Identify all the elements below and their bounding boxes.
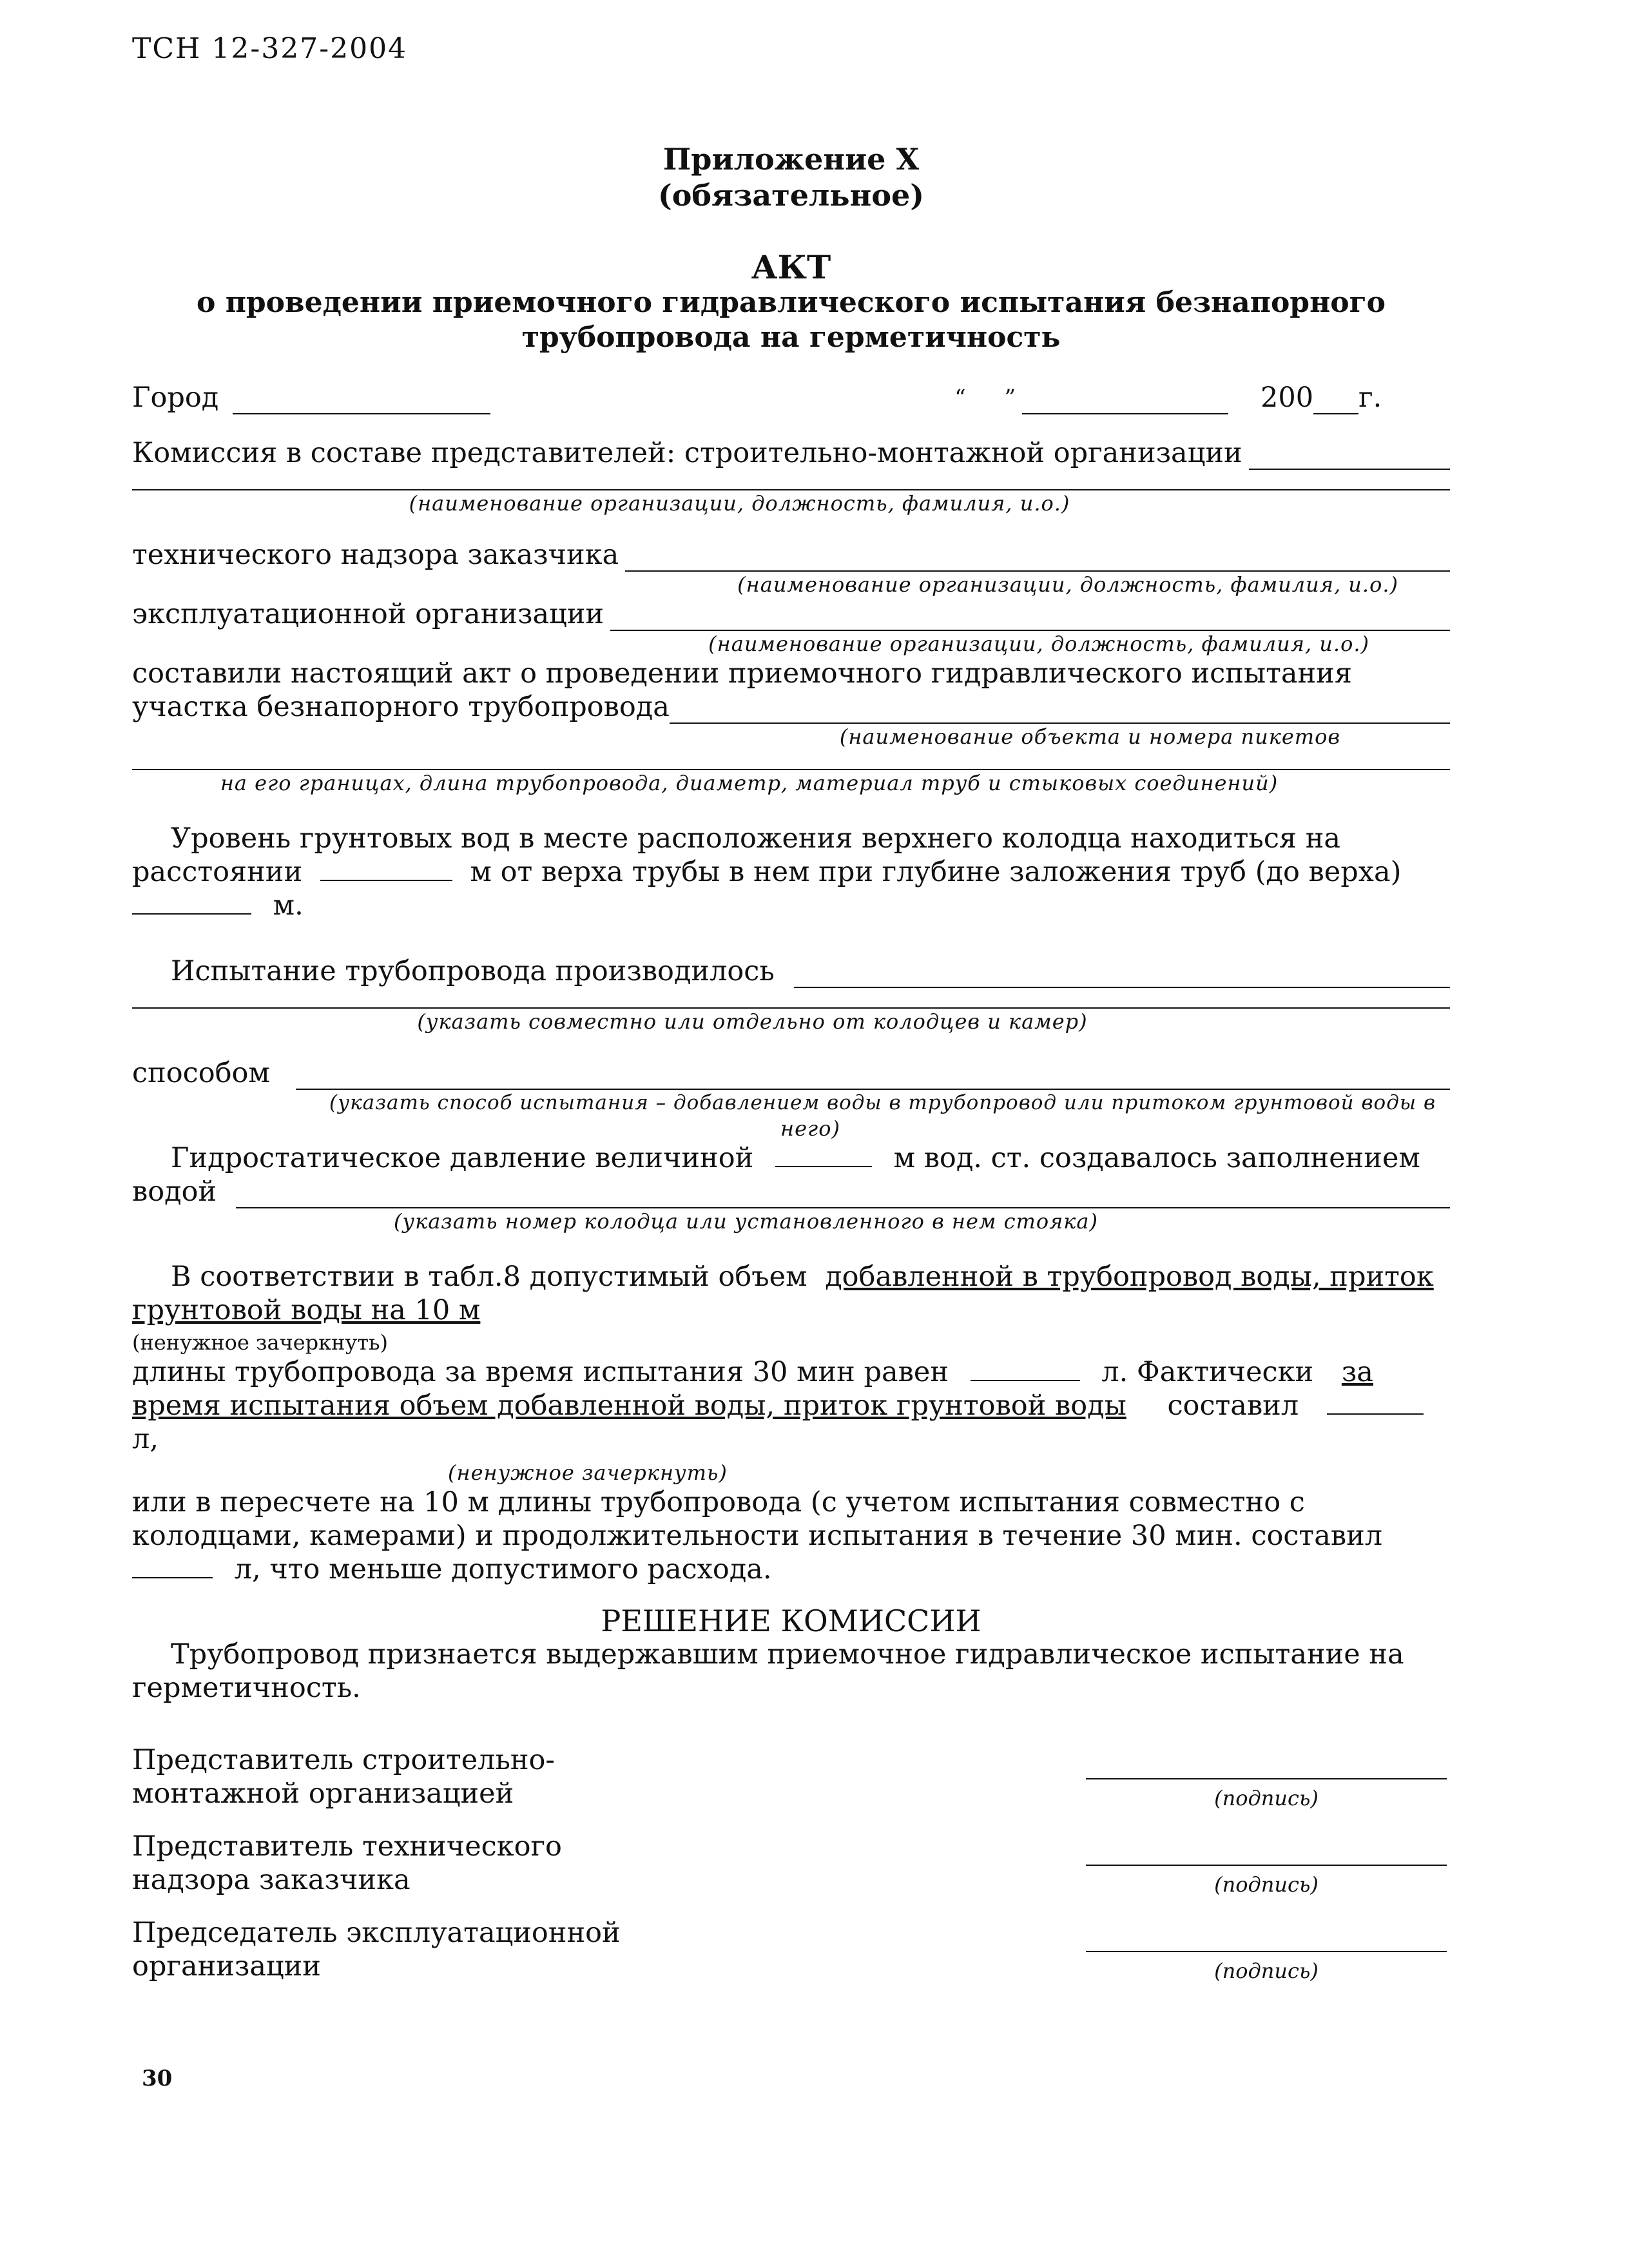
decision-text-1: Трубопровод признается выдержавшим приемочное гидравлическое испытание на bbox=[171, 1638, 1404, 1671]
pressure-line bbox=[132, 1141, 1450, 1175]
hint-tech: (наименование организации, должность, фамилия, и.о.) bbox=[737, 572, 1398, 597]
distance-label: расстоянии bbox=[132, 856, 303, 888]
appendix-status: (обязательное) bbox=[657, 178, 925, 213]
act-subtitle-2: трубопровода на герметичность bbox=[521, 321, 1061, 354]
strike-note-2: (ненужное зачеркнуть) bbox=[448, 1460, 728, 1485]
allowed-volume-field[interactable] bbox=[971, 1357, 1080, 1381]
volume-line-7: колодцами, камерами) и продолжительности испытания в течение 30 мин. составил bbox=[132, 1520, 1383, 1552]
volume-line-8 bbox=[132, 1553, 1450, 1586]
actual-volume-field[interactable] bbox=[1327, 1390, 1424, 1415]
signature-block-2 bbox=[132, 1830, 1450, 1897]
volume-text-1b: добавленной в трубопровод воды, приток bbox=[825, 1261, 1434, 1293]
recalc-volume-field[interactable] bbox=[132, 1554, 213, 1578]
year-field[interactable] bbox=[1313, 390, 1358, 414]
month-field[interactable] bbox=[1022, 390, 1228, 414]
signature-label-1a: Представитель строительно- bbox=[132, 1744, 555, 1776]
construction-org-field-2[interactable] bbox=[132, 470, 1450, 490]
water-label: водой bbox=[132, 1176, 217, 1208]
composed-text-2: участка безнапорного трубопровода bbox=[132, 691, 670, 723]
signature-label-3a: Председатель эксплуатационной bbox=[132, 1917, 621, 1949]
hint-object: (наименование объекта и номера пикетов bbox=[839, 724, 1340, 749]
section-field[interactable] bbox=[670, 698, 1450, 724]
act-subtitle-1: о проведении приемочного гидравлического испытания безнапорного bbox=[197, 286, 1386, 319]
distance-field[interactable] bbox=[320, 857, 452, 881]
volume-line-4 bbox=[132, 1389, 1450, 1422]
meters-unit: м. bbox=[273, 889, 304, 922]
hint-borders: на его границах, длина трубопровода, диаметр, материал труб и стыковых соединений) bbox=[220, 771, 1279, 795]
volume-line-3 bbox=[132, 1355, 1450, 1389]
signature-field-2[interactable] bbox=[1086, 1862, 1447, 1866]
volume-text-4b: составил bbox=[1167, 1390, 1299, 1422]
test-line bbox=[132, 955, 1450, 988]
signature-caption-3: (подпись) bbox=[1214, 1959, 1319, 1983]
volume-line-6: или в пересчете на 10 м длины трубопровода (с учетом испытания совместно с bbox=[132, 1486, 1305, 1518]
volume-text-1a: В соответствии в табл.8 допустимый объем bbox=[171, 1261, 807, 1293]
hint-well-number: (указать номер колодца или установленного в нем стояка) bbox=[394, 1209, 1098, 1234]
volume-text-3b: л. Фактически bbox=[1101, 1356, 1314, 1388]
test-mode-field-2[interactable] bbox=[132, 988, 1450, 1009]
year-prefix: 200 bbox=[1261, 382, 1314, 414]
signature-label-3b: организации bbox=[132, 1950, 321, 1982]
water-line bbox=[132, 1175, 1450, 1208]
signature-label-2b: надзора заказчика bbox=[132, 1864, 411, 1896]
construction-org-field[interactable] bbox=[1249, 444, 1450, 470]
commission-line bbox=[132, 436, 1450, 470]
hint-wells: (указать совместно или отдельно от колодцев и камер) bbox=[417, 1009, 1088, 1034]
volume-line-1 bbox=[132, 1260, 1450, 1294]
section-field-2[interactable] bbox=[132, 750, 1450, 770]
pressure-field[interactable] bbox=[775, 1143, 872, 1167]
water-field[interactable] bbox=[236, 1183, 1450, 1208]
hint-oper: (наименование организации, должность, фамилия, и.о.) bbox=[708, 632, 1369, 656]
groundwater-line-1: Уровень грунтовых вод в месте расположения верхнего колодца находиться на bbox=[171, 822, 1341, 855]
document-page bbox=[132, 32, 1450, 1983]
hint-method-2: него) bbox=[780, 1116, 840, 1141]
city-date-line bbox=[132, 381, 1450, 414]
signature-label-2a: Представитель технического bbox=[132, 1830, 562, 1863]
signature-label-1b: монтажной организацией bbox=[132, 1778, 514, 1810]
composed-line-1: составили настоящий акт о проведении приемочного гидравлического испытания bbox=[132, 657, 1352, 690]
signature-caption-2: (подпись) bbox=[1214, 1872, 1319, 1897]
volume-text-3c: за bbox=[1341, 1356, 1373, 1388]
decision-title: РЕШЕНИЕ КОМИССИИ bbox=[601, 1604, 981, 1638]
page-number: 30 bbox=[142, 2066, 173, 2091]
test-mode-field[interactable] bbox=[794, 962, 1450, 988]
volume-line-5: л, bbox=[132, 1423, 159, 1455]
groundwater-line-3 bbox=[132, 889, 1450, 922]
depth-field[interactable] bbox=[132, 890, 251, 915]
tech-supervision-field[interactable] bbox=[625, 546, 1450, 572]
act-title: АКТ bbox=[751, 248, 831, 286]
volume-text-4a: время испытания объем добавленной воды, приток грунтовой воды bbox=[132, 1390, 1126, 1422]
signature-field-3[interactable] bbox=[1086, 1948, 1447, 1952]
signature-block-1 bbox=[132, 1743, 1450, 1810]
pressure-label: Гидростатическое давление величиной bbox=[171, 1142, 754, 1174]
decision-text-2: герметичность. bbox=[132, 1672, 361, 1704]
method-label: способом bbox=[132, 1057, 270, 1089]
signature-caption-1: (подпись) bbox=[1214, 1786, 1319, 1810]
city-label: Город bbox=[132, 382, 219, 414]
commission-text: Комиссия в составе представителей: строительно-монтажной организации bbox=[132, 437, 1242, 469]
hint-method: (указать способ испытания – добавлением воды в трубопровод или притоком грунтовой воды в bbox=[329, 1091, 1436, 1114]
operating-org-line bbox=[132, 597, 1450, 631]
groundwater-line-2 bbox=[132, 855, 1450, 889]
quote-close: ” bbox=[1004, 385, 1016, 411]
year-suffix: г. bbox=[1358, 382, 1382, 414]
method-line bbox=[132, 1056, 1450, 1090]
operating-org-field[interactable] bbox=[610, 605, 1450, 631]
volume-text-8: л, что меньше допустимого расхода. bbox=[234, 1553, 772, 1585]
signature-field-1[interactable] bbox=[1086, 1776, 1447, 1779]
document-code: ТСН 12-327-2004 bbox=[132, 32, 408, 65]
method-field[interactable] bbox=[296, 1064, 1450, 1090]
strike-note-1: (ненужное зачеркнуть) bbox=[132, 1330, 388, 1355]
day-field[interactable] bbox=[966, 391, 1005, 414]
appendix-title: Приложение X bbox=[662, 142, 920, 177]
pipe-depth-text: м от верха трубы в нем при глубине заложения труб (до верха) bbox=[470, 856, 1402, 888]
operating-org-label: эксплуатационной организации bbox=[132, 598, 604, 630]
volume-text-3a: длины трубопровода за время испытания 30 мин равен bbox=[132, 1356, 949, 1388]
hint-org: (наименование организации, должность, фамилия, и.о.) bbox=[409, 491, 1070, 516]
quote-open: “ bbox=[954, 385, 966, 411]
tech-supervision-label: технического надзора заказчика bbox=[132, 539, 619, 571]
city-field[interactable] bbox=[233, 390, 490, 414]
test-label: Испытание трубопровода производилось bbox=[171, 955, 775, 987]
composed-line-2 bbox=[132, 690, 1450, 724]
tech-supervision-line bbox=[132, 538, 1450, 572]
volume-line-2: грунтовой воды на 10 м bbox=[132, 1294, 481, 1326]
pressure-text: м вод. ст. создавалось заполнением bbox=[893, 1142, 1420, 1174]
signature-block-3 bbox=[132, 1916, 1450, 1983]
